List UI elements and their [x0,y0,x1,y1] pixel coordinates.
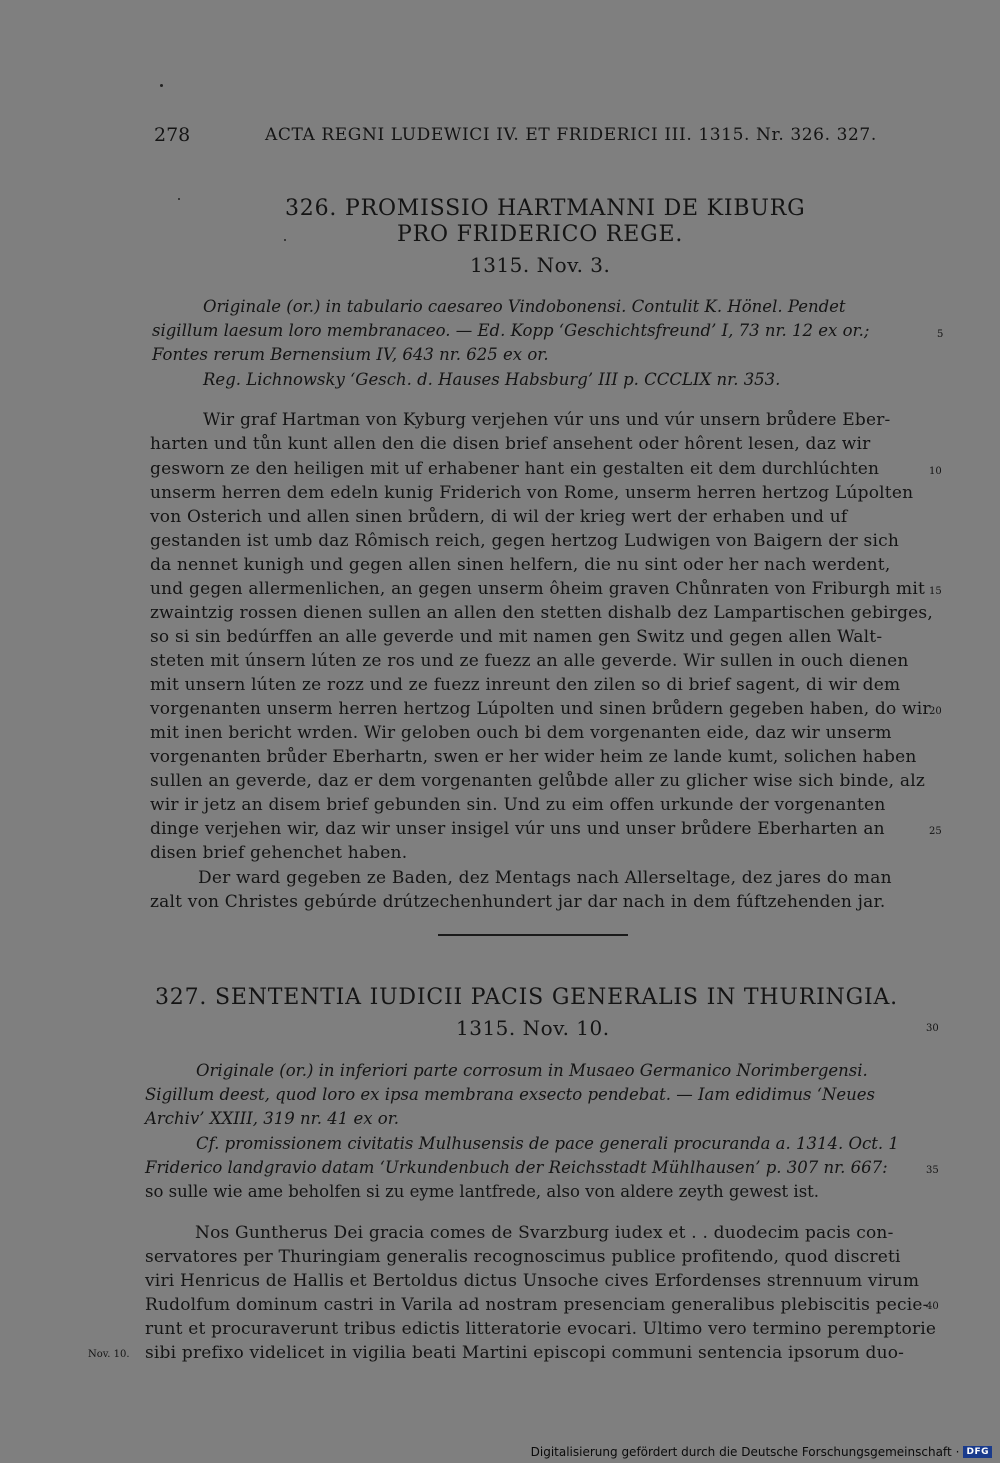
doc326-source-line: Fontes rerum Bernensium IV, 643 nr. 625 ex or. [152,345,549,364]
section-divider [438,934,628,936]
doc327-source-line: Friderico landgravio datam ‘Urkundenbuch der Reichsstadt Mühlhausen’ p. 307 nr. 667: [145,1158,888,1177]
doc326-text-line: dinge verjehen wir, daz wir unser insigel vúr uns und unser brůdere Eberharten an [150,819,885,839]
scan-speck [178,198,180,200]
page-number: 278 [154,124,191,146]
doc327-text-line: Rudolfum dominum castri in Varila ad nostram presenciam generalibus plebiscitis pecie- [145,1295,929,1315]
doc326-source-line: Originale (or.) in tabulario caesareo Vindobonensi. Contulit K. Hönel. Pendet [203,297,846,316]
line-number: 10 [929,466,942,477]
doc326-source-line: sigillum laesum loro membranaceo. — Ed. Kopp ‘Geschichtsfreund’ I, 73 nr. 12 ex or.; [152,321,870,340]
doc326-source-line: Reg. Lichnowsky ‘Gesch. d. Hauses Habsburg’ III p. CCCLIX nr. 353. [203,370,781,389]
doc326-text-line: so si sin bedúrffen an alle geverde und mit namen gen Switz und gegen allen Walt- [150,627,883,647]
doc327-text-line: runt et procuraverunt tribus edictis litteratorie evocari. Ultimo vero termino peremptorie [145,1319,937,1339]
doc327-source-line: Cf. promissionem civitatis Mulhusensis de pace generali procuranda a. 1314. Oct. 1 [196,1134,899,1153]
scan-speck [160,84,163,87]
doc326-text-line: wir ir jetz an disem brief gebunden sin. Und zu eim offen urkunde der vorgenanten [150,795,886,815]
line-number: 30 [926,1023,939,1034]
doc327-source-line: Sigillum deest, quod loro ex ipsa membrana exsecto pendebat. — Iam edidimus ‘Neues [145,1085,876,1104]
doc326-text-line: gestanden ist umb daz Rômisch reich, gegen hertzog Ludwigen von Baigern der sich [150,531,899,551]
line-number: 40 [926,1301,939,1312]
doc326-text-line: harten und tůn kunt allen den die disen brief ansehent oder hôrent lesen, daz wir [150,434,871,454]
doc326-title-line2: PRO FRIDERICO REGE. [397,222,684,247]
doc326-text-line: vorgenanten unserm herren hertzog Lúpolten und sinen brůdern gegeben haben, do wir [150,699,931,719]
doc327-text-line: viri Henricus de Hallis et Bertoldus dictus Unsoche cives Erfordenses strennuum virum [145,1271,920,1291]
doc326-text-line: sullen an geverde, daz er dem vorgenanten gelůbde aller zu glicher wise sich binde, alz [150,771,925,791]
doc326-text-line: Wir graf Hartman von Kyburg verjehen vúr uns und vúr unsern brůdere Eber- [203,410,891,430]
doc327-text-line: sibi prefixo videlicet in vigilia beati Martini episcopi communi sentencia ipsorum duo- [145,1343,905,1363]
line-number: 25 [929,826,942,837]
line-number: 15 [929,586,942,597]
credit-text: Digitalisierung gefördert durch die Deutsche Forschungsgemeinschaft [530,1445,952,1459]
doc326-text-line: vorgenanten brůder Eberhartn, swen er her wider heim ze lande kumt, solichen haben [150,747,917,767]
doc326-text-line: zwaintzig rossen dienen sullen an allen den stetten dishalb dez Lampartischen gebirges, [150,603,933,623]
line-number: 35 [926,1165,939,1176]
doc326-text-line: Der ward gegeben ze Baden, dez Mentags nach Allerseltage, dez jares do man [198,868,892,888]
doc327-date: 1315. Nov. 10. [456,1016,610,1040]
margin-date: Nov. 10. [88,1349,130,1360]
doc326-text-line: mit inen bericht wrden. Wir geloben ouch bi dem vorgenanten eide, daz wir unserm [150,723,892,743]
doc327-source-line: Originale (or.) in inferiori parte corrosum in Musaeo Germanico Norimbergensi. [196,1061,868,1080]
doc326-text-line: mit unsern lúten ze rozz und ze fuezz inreunt den zilen so di brief sagent, di wir dem [150,675,901,695]
doc326-text-line: steten mit únsern lúten ze ros und ze fuezz an alle geverde. Wir sullen in ouch dienen [150,651,909,671]
line-number: 20 [929,706,942,717]
scan-speck [284,239,286,241]
doc326-text-line: zalt von Christes gebúrde drútzechenhundert jar dar nach in dem fúftzehenden jar. [150,892,886,912]
doc326-text-line: von Osterich und allen sinen brůdern, di wil der krieg wert der erhaben und uf [150,507,848,527]
doc326-text-line: da nennet kunigh und gegen allen sinen helfern, die nu sint oder her nach werdent, [150,555,891,575]
doc326-title-line1: 326. PROMISSIO HARTMANNI DE KIBURG [285,196,806,221]
doc326-text-line: gesworn ze den heiligen mit uf erhabener hant ein gestalten eit dem durchlúchten [150,459,880,479]
doc327-source-line: so sulle wie ame beholfen si zu eyme lantfrede, also von aldere zeyth gewest ist. [145,1182,820,1201]
doc326-date: 1315. Nov. 3. [470,253,611,277]
running-header: ACTA REGNI LUDEWICI IV. ET FRIDERICI III. 1315. Nr. 326. 327. [265,125,877,145]
doc326-text-line: disen brief gehenchet haben. [150,843,408,863]
doc326-text-line: und gegen allermenlichen, an gegen unserm ôheim graven Chůnraten von Friburgh mit [150,579,926,599]
doc327-text-line: servatores per Thuringiam generalis recognoscimus publice profitendo, quod discreti [145,1247,901,1267]
doc326-text-line: unserm herren dem edeln kunig Friderich von Rome, unserm herren hertzog Lúpolten [150,483,914,503]
doc327-source-line: Archiv’ XXIII, 319 nr. 41 ex or. [145,1109,400,1128]
dfg-logo: DFG [963,1446,992,1458]
doc327-title: 327. SENTENTIA IUDICII PACIS GENERALIS IN THURINGIA. [155,985,898,1010]
line-number: 5 [937,329,944,340]
doc327-text-line: Nos Guntherus Dei gracia comes de Svarzburg iudex et . . duodecim pacis con- [195,1223,894,1243]
digitization-credit: Digitalisierung gefördert durch die Deutsche Forschungsgemeinschaft · DFG [531,1445,992,1459]
